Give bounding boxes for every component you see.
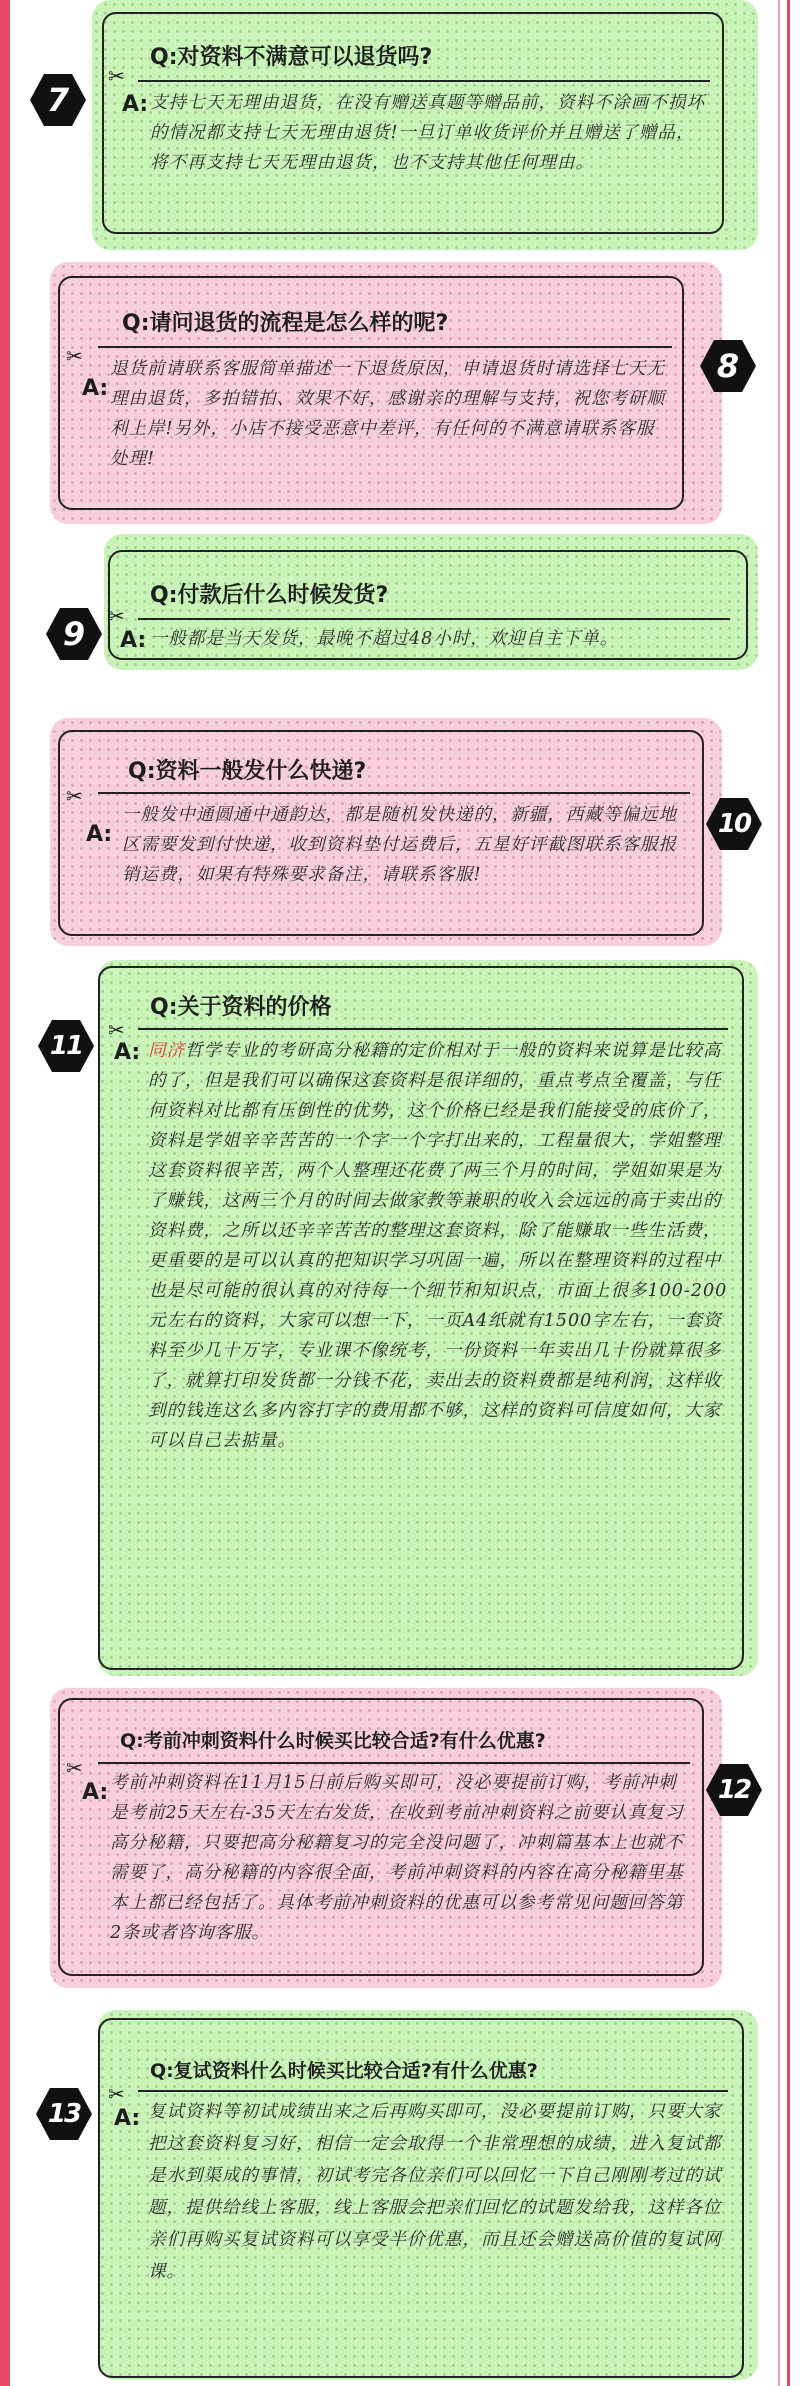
question-divider (138, 618, 730, 620)
badge-number: 12 (717, 1775, 751, 1805)
scissors-icon: ✂ (66, 344, 83, 368)
answer-text: 考前冲刺资料在11月15日前后购买即可，没必要提前订购，考前冲刺是考前25天左右-35天左右发货，在收到考前冲刺资料之前要认真复习高分秘籍，只要把高分秘籍复习的完全没问题了，冲刺篇基本上也就不需要了，高分秘籍的内容很全面，考前冲刺资料的内容在高分秘籍里基本上都已经包括了。具体考前冲刺资料的优惠可以参考常见问题回答第2条或者咨询客服。 (110, 1773, 684, 1943)
scissors-icon: ✂ (108, 1018, 125, 1042)
answer-text: 复试资料等初试成绩出来之后再购买即可，没必要提前订购，只要大家把这套资料复习好，相信一定会取得一个非常理想的成绩，进入复试都是水到渠成的事情，初试考完各位亲们可以回忆一下自己刚刚考过的试题，提供给线上客服，线上客服会把亲们回忆的试题发给我，这样各位亲们再购买复试资料可以享受半价优惠，而且还会赠送高价值的复试网课。 (148, 2102, 722, 2282)
badge-number: 13 (47, 2099, 81, 2129)
question-text: Q:对资料不满意可以退货吗? (150, 45, 433, 70)
number-badge-8 (700, 338, 756, 394)
answer-text: 一般都是当天发货，最晚不超过48小时，欢迎自主下单。 (150, 629, 619, 649)
question-text: Q:复试资料什么时候买比较合适?有什么优惠? (150, 2060, 538, 2082)
answer-text: 退货前请联系客服简单描述一下退货原因，申请退货时请选择七天无理由退货，多拍错拍、效果不好，感谢亲的理解与支持，祝您考研顺利上岸!另外，小店不接受恶意中差评，有任何的不满意请联系客服处理! (110, 359, 665, 469)
answer-label: A: (82, 1780, 109, 1805)
answer-label: A: (86, 822, 113, 847)
number-badge-11 (38, 1018, 94, 1074)
question-text: Q:考前冲刺资料什么时候买比较合适?有什么优惠? (120, 1730, 546, 1752)
scissors-icon: ✂ (108, 64, 125, 88)
badge-number: 11 (49, 1031, 83, 1061)
answer-text (148, 1036, 728, 1456)
question-divider (98, 792, 690, 794)
scissors-icon: ✂ (108, 604, 125, 628)
number-badge-12 (706, 1762, 762, 1818)
badge-number: 9 (62, 615, 86, 653)
answer-text: 支持七天无理由退货，在没有赠送真题等赠品前，资料不涂画不损坏的情况都支持七天无理由退货!一旦订单收货评价并且赠送了赠品，将不再支持七天无理由退货，也不支持其他任何理由。 (150, 93, 705, 173)
number-badge-13 (36, 2086, 92, 2142)
number-badge-10 (706, 796, 762, 852)
answer-highlight: 同济 (148, 1041, 185, 1061)
question-divider (138, 1028, 728, 1030)
badge-number: 8 (716, 347, 740, 385)
right-border-rail-inner (778, 0, 780, 2386)
question-divider (98, 1762, 690, 1764)
number-badge-7 (30, 72, 86, 128)
badge-number: 7 (46, 81, 70, 119)
right-border-rail (787, 0, 790, 2386)
badge-number: 10 (717, 809, 751, 839)
answer-label: A: (120, 628, 147, 653)
answer-text: 一般发中通圆通中通韵达，都是随机发快递的，新疆，西藏等偏远地区需要发到付快递，收到资料垫付运费后，五星好评截图联系客服报销运费，如果有特殊要求备注，请联系客服! (122, 805, 677, 885)
question-text: Q:资料一般发什么快递? (128, 759, 367, 784)
number-badge-9 (46, 606, 102, 662)
answer-label: A: (114, 1040, 141, 1065)
question-divider (98, 346, 672, 348)
scissors-icon: ✂ (66, 784, 83, 808)
question-divider (138, 2090, 728, 2092)
question-text: Q:关于资料的价格 (150, 995, 332, 1020)
scissors-icon: ✂ (66, 1756, 83, 1780)
question-divider (138, 80, 710, 82)
answer-label: A: (122, 92, 149, 117)
question-text: Q:请问退货的流程是怎么样的呢? (122, 311, 449, 336)
answer-body: 哲学专业的考研高分秘籍的定价相对于一般的资料来说算是比较高的了，但是我们可以确保这套资料是很详细的，重点考点全覆盖，与任何资料对比都有压倒性的优势，这个价格已经是我们能接受的底价了，资料是学姐辛辛苦苦的一个字一个字打出来的，工程量很大，学姐整理这套资料很辛苦，两个人整理还花费了两三个月的时间，学姐如果是为了赚钱，这两三个月的时间去做家教等兼职的收入会远远的高于卖出的资料费，之所以还辛辛苦苦的整理这套资料，除了能赚取一些生活费，更重要的是可以认真的把知识学习巩固一遍，所以在整理资料的过程中也是尽可能的很认真的对待每一个细节和知识点，市面上很多100-200元左右的资料，大家可以想一下，一页A4纸就有1500字左右，一套资料至少几十万字，专业课不像统考，一份资料一年卖出几十份就算很多了，就算打印发货都一分钱不花，卖出去的资料费都是纯利润，这样收到的钱连这么多内容打字的费用都不够，这样的资料可信度如何，大家可以自己去掂量。 (148, 1041, 728, 1451)
answer-label: A: (114, 2106, 141, 2131)
answer-label: A: (82, 376, 109, 401)
question-text: Q:付款后什么时候发货? (150, 583, 389, 608)
scissors-icon: ✂ (108, 2082, 125, 2106)
